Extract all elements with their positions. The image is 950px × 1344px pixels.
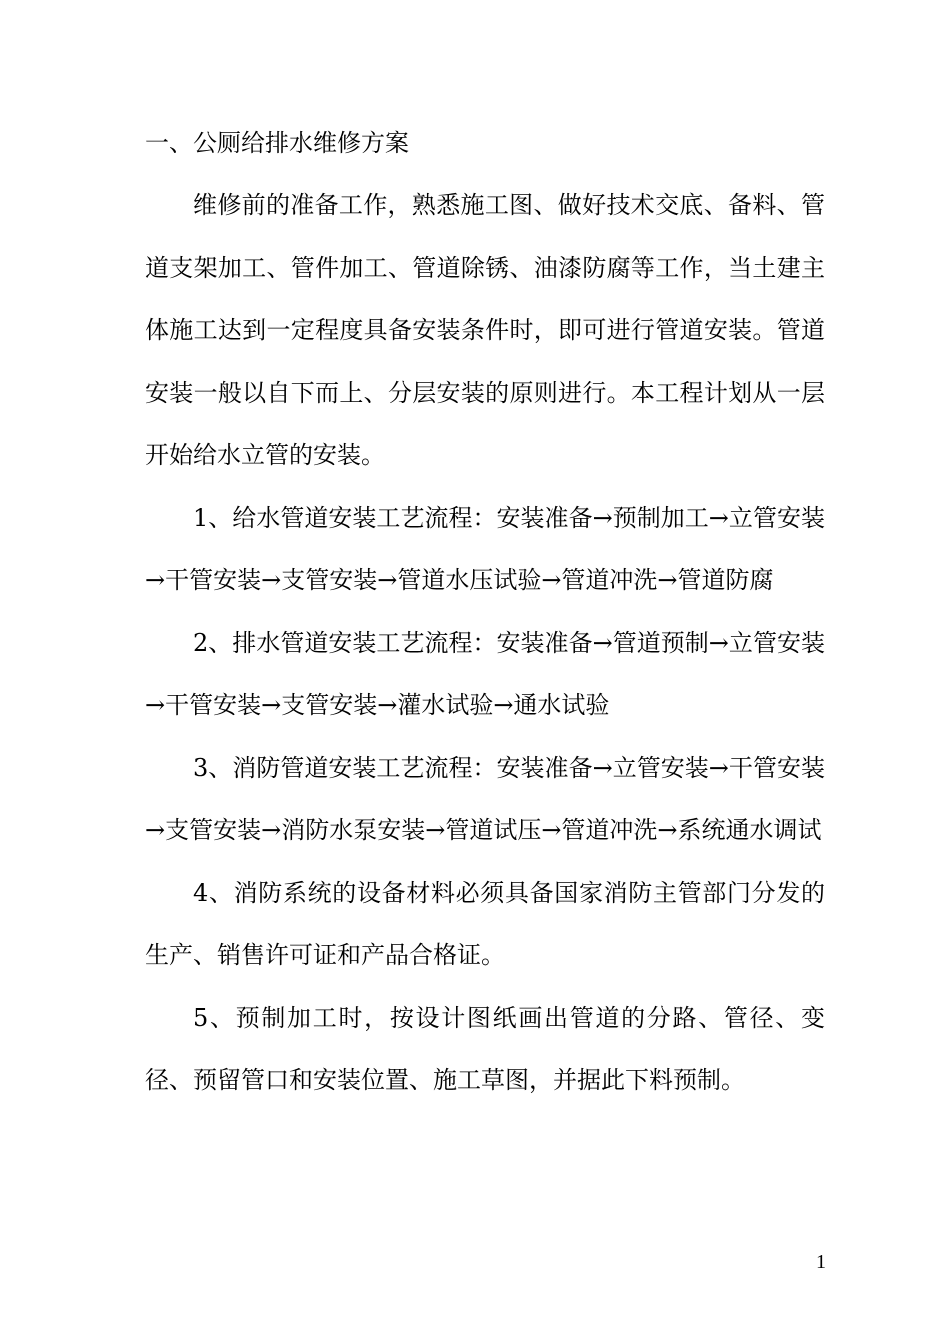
- paragraph-prefabrication: 5、预制加工时，按设计图纸画出管道的分路、管径、变径、预留管口和安装位置、施工草图，并据此下料预制。: [145, 1003, 825, 1094]
- page-number: 1: [816, 1251, 826, 1273]
- section-heading: 一、公厕给排水维修方案: [145, 129, 409, 157]
- paragraph-fire-pipe-process: 3、消防管道安装工艺流程：安装准备→立管安装→干管安装→支管安装→消防水泵安装→管道试压→管道冲洗→系统通水调试: [145, 753, 825, 844]
- paragraph-preparation: 维修前的准备工作，熟悉施工图、做好技术交底、备料、管道支架加工、管件加工、管道除锈、油漆防腐等工作，当土建主体施工达到一定程度具备安装条件时，即可进行管道安装。管道安装一般以自下而上、分层安装的原则进行。本工程计划从一层开始给水立管的安装。: [145, 191, 825, 469]
- document-body: [145, 112, 825, 1112]
- paragraph-fire-equipment-certification: 4、消防系统的设备材料必须具备国家消防主管部门分发的生产、销售许可证和产品合格证。: [145, 878, 825, 969]
- paragraph-drainage-process: 2、排水管道安装工艺流程：安装准备→管道预制→立管安装→干管安装→支管安装→灌水试验→通水试验: [145, 628, 825, 719]
- paragraph-water-supply-process: 1、给水管道安装工艺流程：安装准备→预制加工→立管安装→干管安装→支管安装→管道水压试验→管道冲洗→管道防腐: [145, 503, 825, 594]
